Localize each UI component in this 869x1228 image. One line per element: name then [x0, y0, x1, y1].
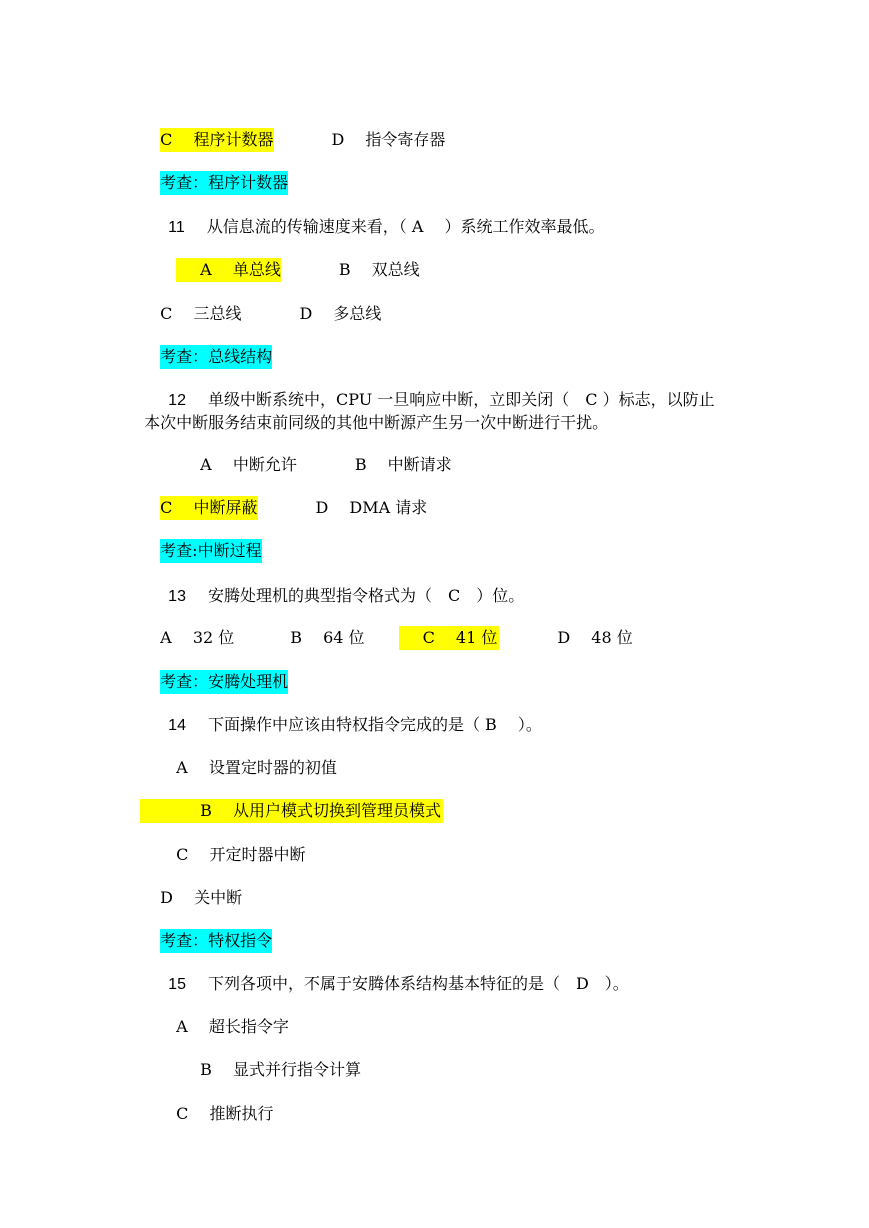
q11-option-b: B 双总线 — [338, 260, 420, 279]
q12-number: 12 — [168, 392, 186, 409]
q13-option-c: C 41 位 — [399, 626, 500, 650]
q10-options-row — [150, 104, 446, 149]
q12-question-line2 — [134, 387, 609, 432]
q14-option-c: C 开定时器中断 — [176, 845, 306, 864]
q14-topic: 考查：特权指令 — [160, 929, 272, 953]
q11-topic-row — [150, 321, 273, 366]
q11-question — [158, 191, 605, 236]
q14-option-b: B 从用户模式切换到管理员模式 — [140, 799, 443, 823]
q10-option-d: D 指令寄存器 — [331, 130, 446, 149]
q14-option-a: A 设置定时器的初值 — [176, 758, 337, 777]
q12-options-cd — [150, 472, 428, 517]
q13-number: 13 — [168, 588, 186, 605]
q10-topic-row — [150, 147, 289, 192]
q11-number: 11 — [168, 219, 185, 236]
q12-option-b: B 中断请求 — [354, 455, 452, 474]
q15-text: 下列各项中，不属于安腾体系结构基本特征的是（ D ）。 — [207, 974, 629, 993]
q13-topic: 考查：安腾处理机 — [160, 670, 288, 694]
q14-option-d: D 关中断 — [160, 888, 243, 907]
q11-options-cd — [150, 278, 382, 323]
q15-option-c: C 推断执行 — [176, 1104, 274, 1123]
q14-option-c-row — [166, 819, 306, 864]
q15-option-b-row — [190, 1034, 362, 1079]
q11-text: 从信息流的传输速度来看，（ A ）系统工作效率最低。 — [206, 217, 605, 236]
q12-question-line1 — [158, 364, 715, 409]
q12-topic: 考查:中断过程 — [160, 539, 261, 563]
q13-options — [150, 602, 633, 647]
q14-option-b-row — [130, 775, 443, 820]
q15-option-c-row — [166, 1078, 274, 1123]
q15-number: 15 — [168, 976, 186, 993]
q14-option-d-row — [150, 862, 243, 907]
q12-option-c: C 中断屏蔽 — [160, 496, 257, 520]
q11-topic: 考查：总线结构 — [160, 345, 272, 369]
q12-option-a: A 中断允许 — [200, 455, 297, 474]
q12-topic-row — [150, 515, 262, 560]
q13-question — [158, 560, 525, 605]
q15-question — [158, 948, 629, 993]
q14-text: 下面操作中应该由特权指令完成的是（ B ）。 — [207, 715, 542, 734]
q14-topic-row — [150, 905, 273, 950]
q12-option-d: D DMA 请求 — [315, 498, 428, 517]
q13-option-d: D 48 位 — [557, 628, 633, 647]
q15-option-a: A 超长指令字 — [176, 1017, 289, 1036]
q11-options-ab — [166, 234, 420, 279]
q12-text-1: 单级中断系统中，CPU 一旦响应中断，立即关闭（ C ）标志，以防止 — [207, 390, 715, 409]
q14-number: 14 — [168, 717, 186, 734]
q12-options-ab — [190, 429, 452, 474]
q13-text: 安腾处理机的典型指令格式为（ C ）位。 — [207, 586, 525, 605]
q13-option-b: B 64 位 — [290, 628, 365, 647]
q14-option-a-row — [166, 732, 337, 777]
q13-option-a: A 32 位 — [160, 628, 235, 647]
q11-option-a: A 单总线 — [176, 258, 281, 282]
q10-topic: 考查：程序计数器 — [160, 171, 288, 195]
q11-option-d: D 多总线 — [299, 304, 382, 323]
q14-question — [158, 689, 542, 734]
q11-option-c: C 三总线 — [160, 304, 242, 323]
q12-text-2: 本次中断服务结束前同级的其他中断源产生另一次中断进行干扰。 — [144, 413, 609, 432]
q10-option-c: C 程序计数器 — [160, 128, 273, 152]
q13-topic-row — [150, 646, 289, 691]
q15-option-a-row — [166, 991, 289, 1036]
q15-option-b: B 显式并行指令计算 — [200, 1060, 362, 1079]
